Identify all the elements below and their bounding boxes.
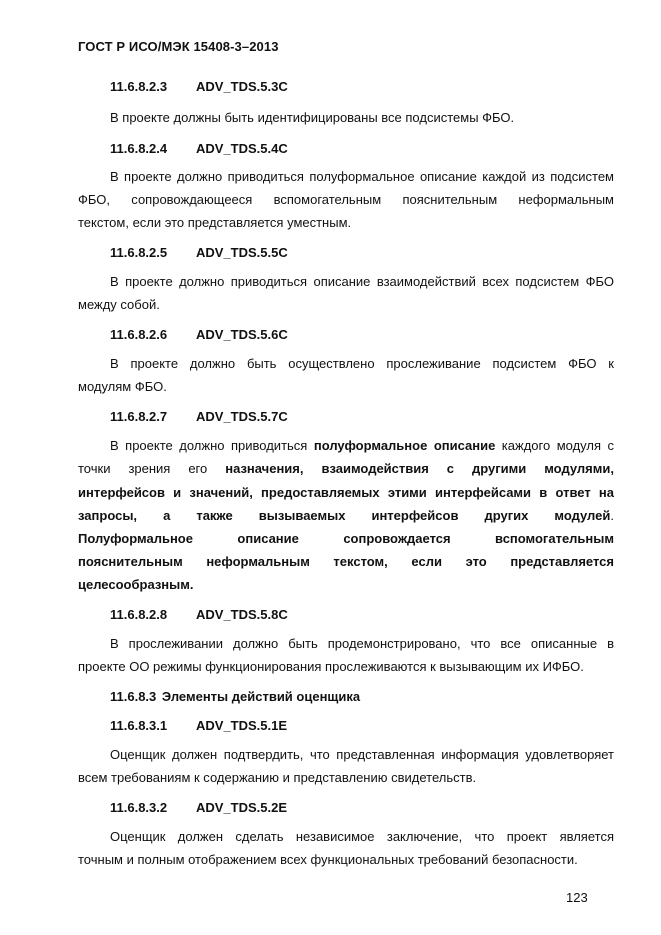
paragraph-line: В проекте должны быть идентифицированы все подсистемы ФБО. <box>110 110 515 125</box>
text-run-bold: а <box>163 508 171 523</box>
text-run: . <box>610 508 614 523</box>
text-run-bold: запросы, <box>78 508 164 523</box>
subsection-title: Элементы действий оценщика <box>161 689 361 704</box>
section-number: 11.6.8.2.3 <box>110 79 168 94</box>
page-number: 123 <box>566 890 588 905</box>
paragraph-line: точным и полным отображением всех функциональных требований безопасности. <box>78 852 578 867</box>
section-code: ADV_TDS.5.5C <box>196 245 288 260</box>
text-run: каждого модуля с <box>495 438 614 453</box>
section-number: 11.6.8.2.5 <box>110 245 168 260</box>
section-heading <box>110 718 288 734</box>
section-code: ADV_TDS.5.4C <box>196 141 288 156</box>
paragraph-line: Оценщик должен сделать независимое заключение, что проект является <box>110 829 614 844</box>
section-number: 11.6.8.3.1 <box>110 718 168 733</box>
section-number: 11.6.8.2.8 <box>110 607 168 622</box>
text-run: В проекте должно приводиться <box>110 438 314 453</box>
section-heading <box>110 409 288 425</box>
paragraph-line: всем требованиям к содержанию и представлению свидетельств. <box>78 770 477 785</box>
paragraph-line: В проекте должно быть осуществлено прослеживание подсистем ФБО к <box>110 356 614 371</box>
subsection-number: 11.6.8.3 <box>110 689 157 704</box>
section-heading <box>110 327 288 343</box>
paragraph-line <box>78 508 614 524</box>
text-run-bold: назначения, взаимодействия с другими модулями, <box>225 461 614 476</box>
paragraph-line: текстом, если это представляется уместным. <box>78 215 352 230</box>
section-code: ADV_TDS.5.2E <box>196 800 288 815</box>
paragraph-line: В проекте должно приводиться описание взаимодействий всех подсистем ФБО <box>110 274 614 289</box>
paragraph-line: целесообразным. <box>78 577 194 592</box>
text-run: точки зрения его <box>78 461 226 476</box>
paragraph-line: модулям ФБО. <box>78 379 167 394</box>
section-code: ADV_TDS.5.8C <box>196 607 288 622</box>
paragraph-line: интерфейсов и значений, предоставляемых этими интерфейсами в ответ на <box>78 485 614 500</box>
subsection-heading <box>110 689 360 705</box>
paragraph-line <box>78 461 614 477</box>
section-number: 11.6.8.2.7 <box>110 409 168 424</box>
section-number: 11.6.8.2.6 <box>110 327 168 342</box>
section-heading <box>110 79 288 95</box>
text-run-bold: полуформальное описание <box>313 438 496 453</box>
section-code: ADV_TDS.5.6C <box>196 327 288 342</box>
paragraph-line: Оценщик должен подтвердить, что представленная информация удовлетворяет <box>110 747 614 762</box>
text-run-bold: также вызываемых интерфейсов других модулей <box>170 508 611 523</box>
section-heading <box>110 607 288 623</box>
paragraph-line: ФБО, сопровождающееся вспомогательным пояснительным неформальным <box>78 192 614 207</box>
paragraph-line: В прослеживании должно быть продемонстрировано, что все описанные в <box>110 636 614 651</box>
paragraph-line: между собой. <box>78 297 160 312</box>
paragraph-line: Полуформальное описание сопровождается вспомогательным <box>78 531 614 546</box>
section-code: ADV_TDS.5.7C <box>196 409 288 424</box>
section-code: ADV_TDS.5.1E <box>196 718 288 733</box>
section-code: ADV_TDS.5.3C <box>196 79 288 94</box>
section-number: 11.6.8.2.4 <box>110 141 168 156</box>
section-heading <box>110 800 288 816</box>
section-heading <box>110 141 288 157</box>
section-heading <box>110 245 288 261</box>
section-number: 11.6.8.3.2 <box>110 800 168 815</box>
paragraph-line: проекте ОО режимы функционирования прослеживаются к вызывающим их ИФБО. <box>78 659 584 674</box>
paragraph-line <box>110 438 614 454</box>
paragraph-line: пояснительным неформальным текстом, если это представляется <box>78 554 614 569</box>
paragraph-line: В проекте должно приводиться полуформальное описание каждой из подсистем <box>110 169 614 184</box>
document-header: ГОСТ Р ИСО/МЭК 15408-3–2013 <box>78 39 279 54</box>
